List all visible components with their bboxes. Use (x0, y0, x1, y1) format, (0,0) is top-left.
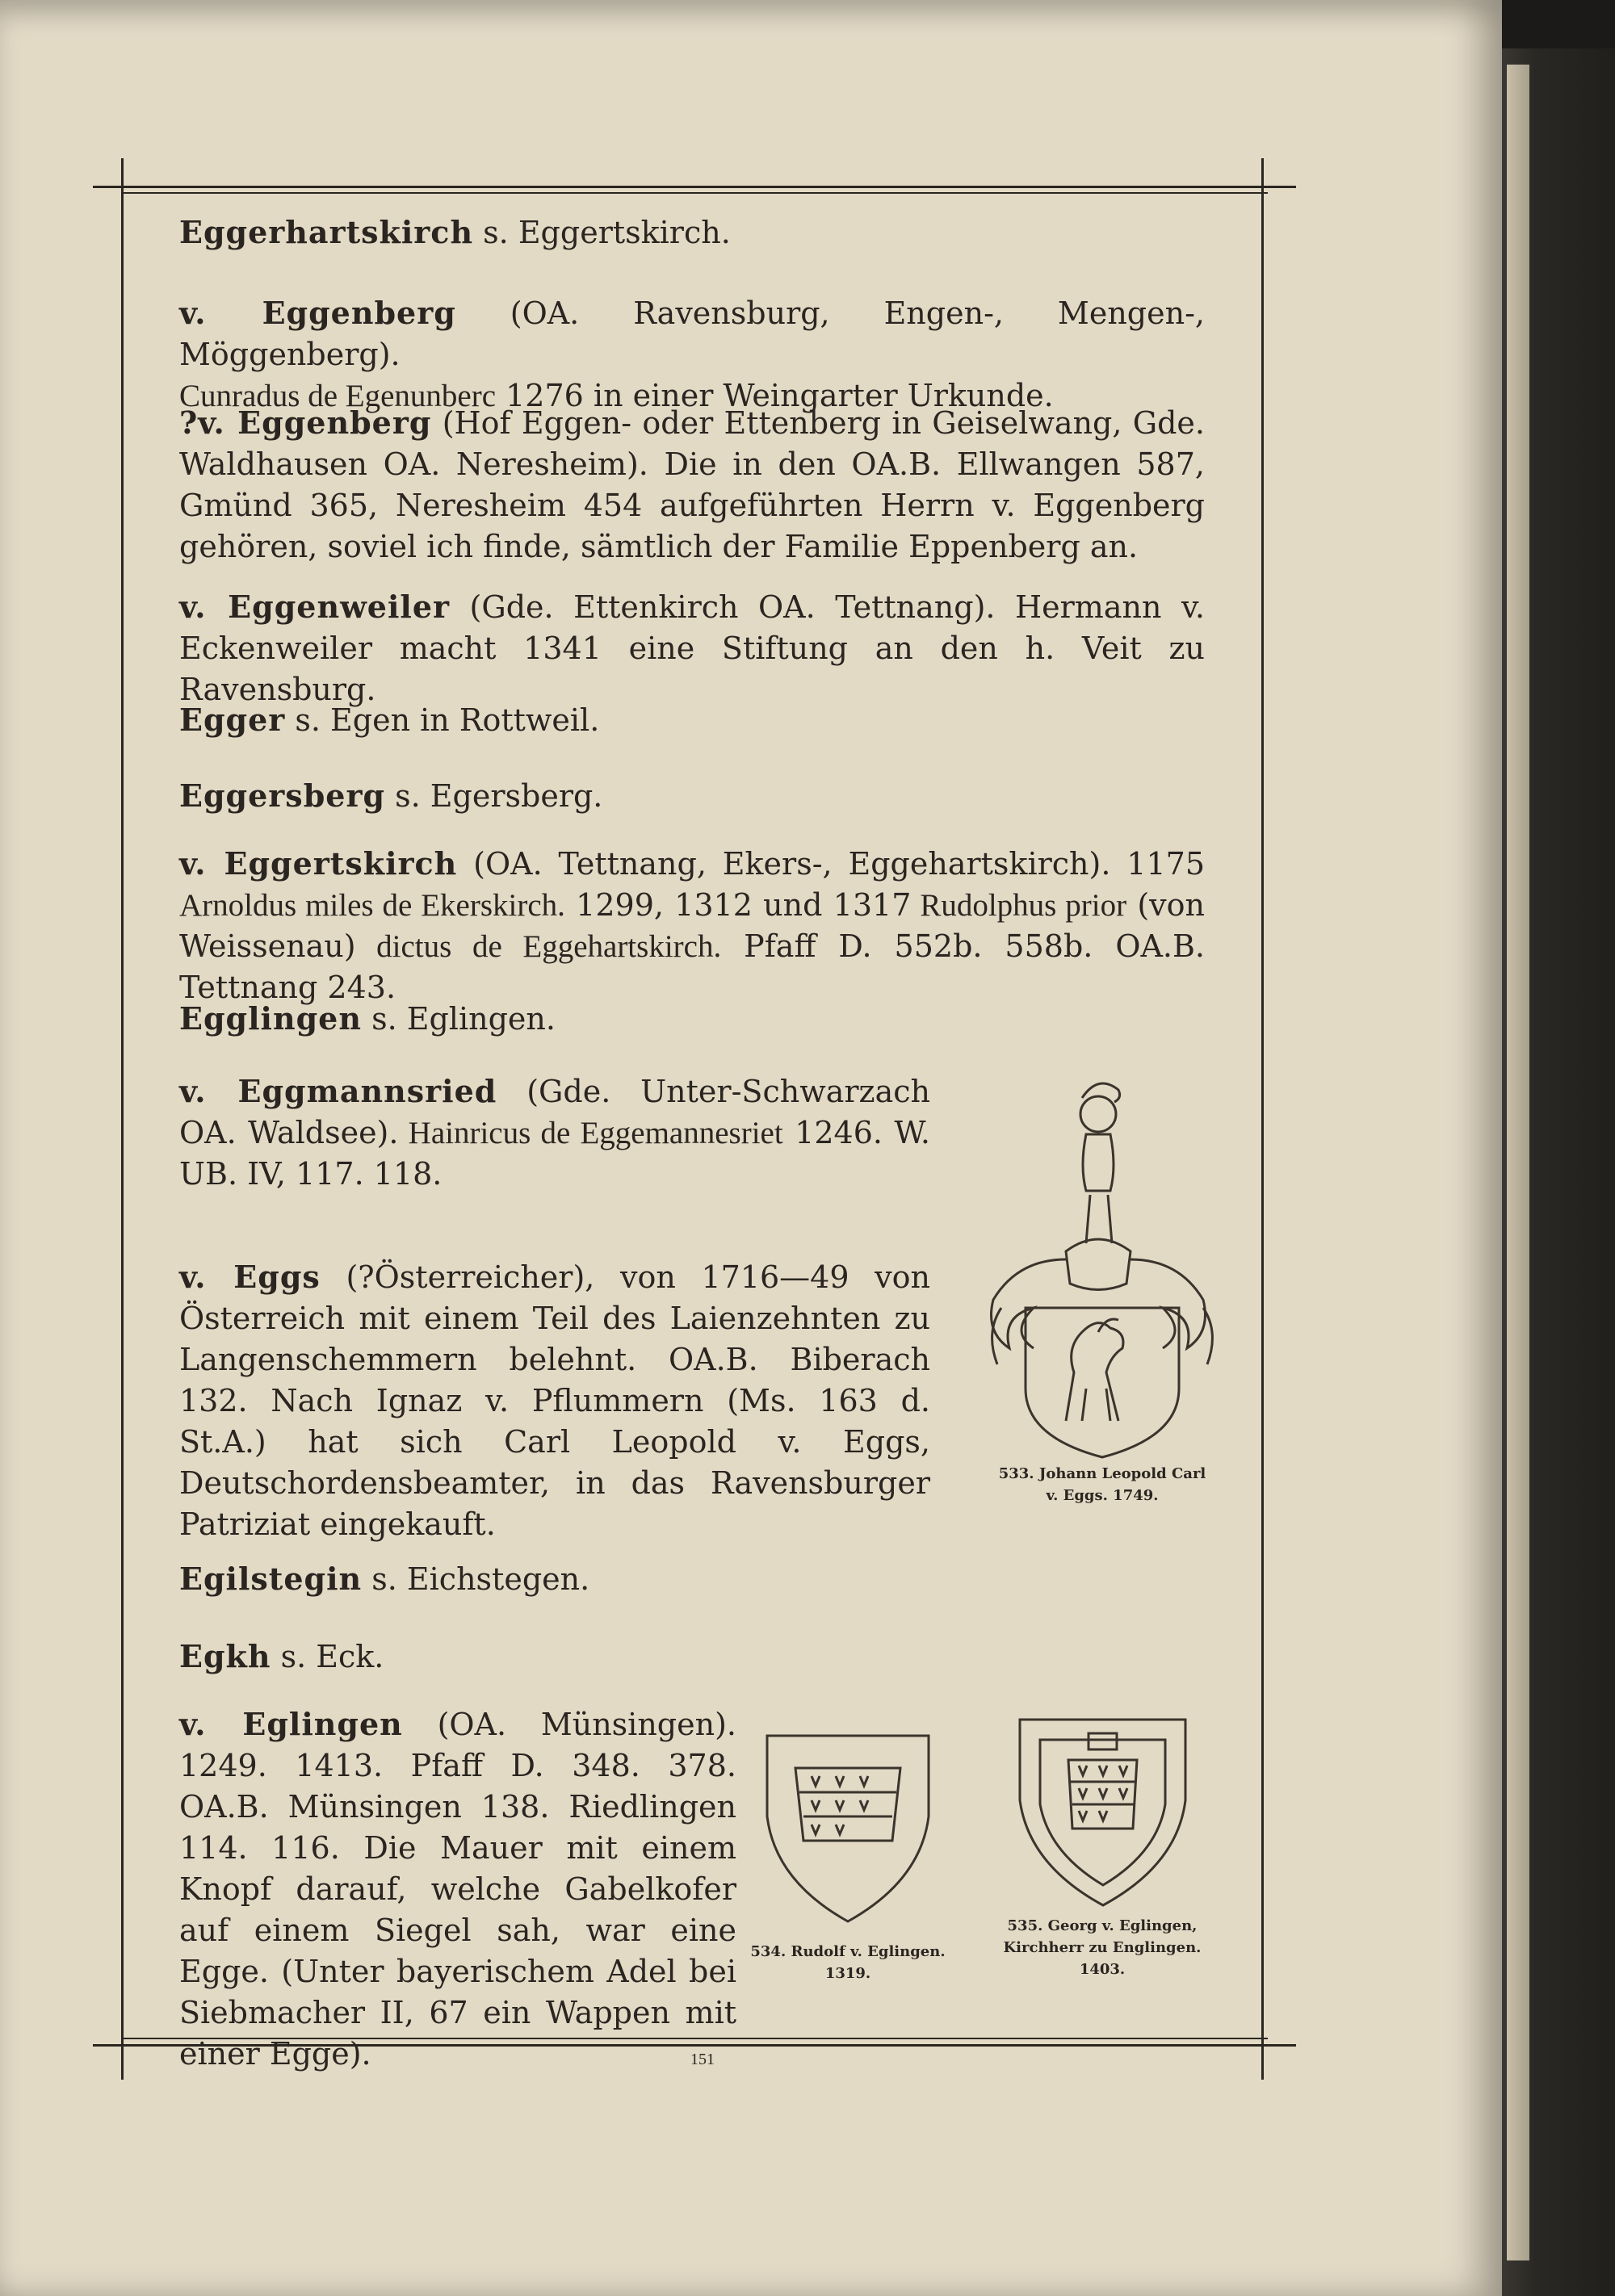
entry-egilstegin (179, 1558, 1205, 1600)
entry-text: (OA. Ravensburg, Engen-, Mengen-, Möggenberg). (179, 295, 1206, 372)
caption-line: Kirchherr zu Englingen. (1003, 1939, 1202, 1956)
entry-eggenberg-2 (179, 402, 1205, 568)
figure-535-caption (969, 1915, 1235, 1980)
entry-headword: Eggersberg (179, 777, 386, 814)
entry-text: (von Weissenau) (179, 887, 1205, 964)
entry-text: (Hof Eggen- oder Ettenberg in Geiselwang, Gde. Waldhausen OA. Neresheim). Die in den OA.B. Ellwangen 587, Gmünd 365, Neresheim 454 aufgeführten Herrn v. Eggenberg gehören, soviel ich finde, sämtlich der Familie Eppenberg an. (179, 405, 1205, 564)
entry-text: (OA. Tettnang, Ekers-, Eggehartskirch). 1175 (457, 846, 1205, 882)
entry-eggertskirch (179, 843, 1205, 1008)
caption-line: 1319. (824, 1965, 871, 1982)
top-rule (93, 186, 1296, 188)
entry-egger (179, 699, 1205, 741)
entry-headword: Egkh (179, 1638, 271, 1674)
entry-egkh (179, 1636, 1205, 1678)
entry-eggs (179, 1256, 930, 1545)
entry-text: (OA. Münsingen). 1249. 1413. Pfaff D. 348. 378. OA.B. Münsingen 138. Riedlingen 114. 116. Die Mauer mit einem Knopf darauf, welche Gabelkofer auf einem Siegel sah, war eine Egge. (Unter bayerischem Adel bei Siebmacher II, 67 ein Wappen mit einer Egge). (179, 1707, 737, 2072)
entry-headword: Eggerhartskirch (179, 214, 474, 250)
right-rule (1261, 158, 1264, 2080)
caption-line: v. Eggs. 1749. (1046, 1487, 1159, 1504)
entry-text: s. Egen in Rottweil. (285, 702, 600, 738)
left-rule (121, 158, 124, 2080)
entry-latin: Arnoldus miles de Ekerskirch. (179, 888, 565, 923)
caption-line: 1403. (1079, 1961, 1126, 1978)
entry-text: 1246. W. UB. IV, 117. 118. (179, 1115, 930, 1192)
entry-latin: dictus de Eggehartskirch. (355, 929, 722, 964)
entry-headword: Egger (179, 702, 286, 738)
caption-line: 533. Johann Leopold Carl (998, 1465, 1206, 1482)
entry-headword: v. Eggertskirch (179, 845, 458, 882)
entry-eggersberg (179, 775, 1205, 817)
entry-headword: ?v. Eggenberg (179, 404, 432, 441)
figure-534-caption (727, 1941, 969, 1984)
shield-rudolf-eglingen-figure (763, 1732, 933, 1925)
entry-text: 1299, 1312 und 1317 (564, 887, 912, 923)
figure-533-caption (961, 1463, 1244, 1506)
entry-headword: v. Eggmannsried (179, 1073, 497, 1109)
entry-text: s. Eglingen. (361, 1001, 556, 1037)
entry-eglingen (179, 1703, 736, 2075)
entry-eggenweiler (179, 586, 1205, 710)
entry-eggmannsried (179, 1070, 930, 1195)
entry-latin: Rudolphus prior (911, 888, 1127, 923)
entry-text: Pfaff D. 552b. 558b. OA.B. Tettnang 243. (179, 928, 1205, 1005)
entry-text: 1276 in einer Weingarter Urkunde. (496, 378, 1054, 413)
entry-headword: Egglingen (179, 1000, 362, 1037)
entry-headword: v. Eglingen (179, 1706, 403, 1742)
entry-latin: Cunradus de Egenunberc (179, 379, 497, 413)
entry-egglingen (179, 998, 1205, 1040)
top-rule-inner (121, 192, 1268, 194)
page-leaf-edge (1507, 65, 1529, 2260)
entry-headword: v. Eggs (179, 1259, 321, 1295)
entry-text: (Gde. Ettenkirch OA. Tettnang). Hermann v. Eckenweiler macht 1341 eine Stiftung an den h. Veit zu Ravensburg. (179, 589, 1205, 707)
entry-headword: v. Eggenberg (179, 295, 456, 331)
entry-eggerhartskirch (179, 212, 1205, 253)
page-number: 151 (690, 2051, 715, 2068)
book-binding-edge (1502, 48, 1615, 2296)
entry-text: s. Eck. (271, 1639, 384, 1674)
entry-text: s. Egersberg. (385, 778, 603, 814)
entry-headword: v. Eggenweiler (179, 589, 451, 625)
entry-eggenberg (179, 292, 1205, 417)
caption-line: 534. Rudolf v. Eglingen. (750, 1943, 946, 1960)
caption-line: 535. Georg v. Eglingen, (1007, 1917, 1198, 1934)
entry-latin: Hainricus de Eggemannesriet (398, 1116, 783, 1150)
coat-of-arms-eggs-figure (969, 1066, 1235, 1461)
entry-text: (?Österreicher), von 1716—49 von Österreich mit einem Teil des Laienzehnten zu Langenschemmern belehnt. OA.B. Biberach 132. Nach Ignaz v. Pflummern (Ms. 163 d. St.A.) hat sich Carl Leopold v. Eggs, Deutschordensbeamter, in das Ravensburger Patriziat eingekauft. (179, 1259, 930, 1542)
shield-georg-eglingen-figure (1016, 1716, 1189, 1909)
entry-text: (Gde. Unter-Schwarzach OA. Waldsee). (179, 1074, 930, 1150)
entry-text: s. Eggertskirch. (473, 215, 731, 250)
entry-text: s. Eichstegen. (362, 1561, 590, 1597)
entry-headword: Egilstegin (179, 1561, 363, 1597)
